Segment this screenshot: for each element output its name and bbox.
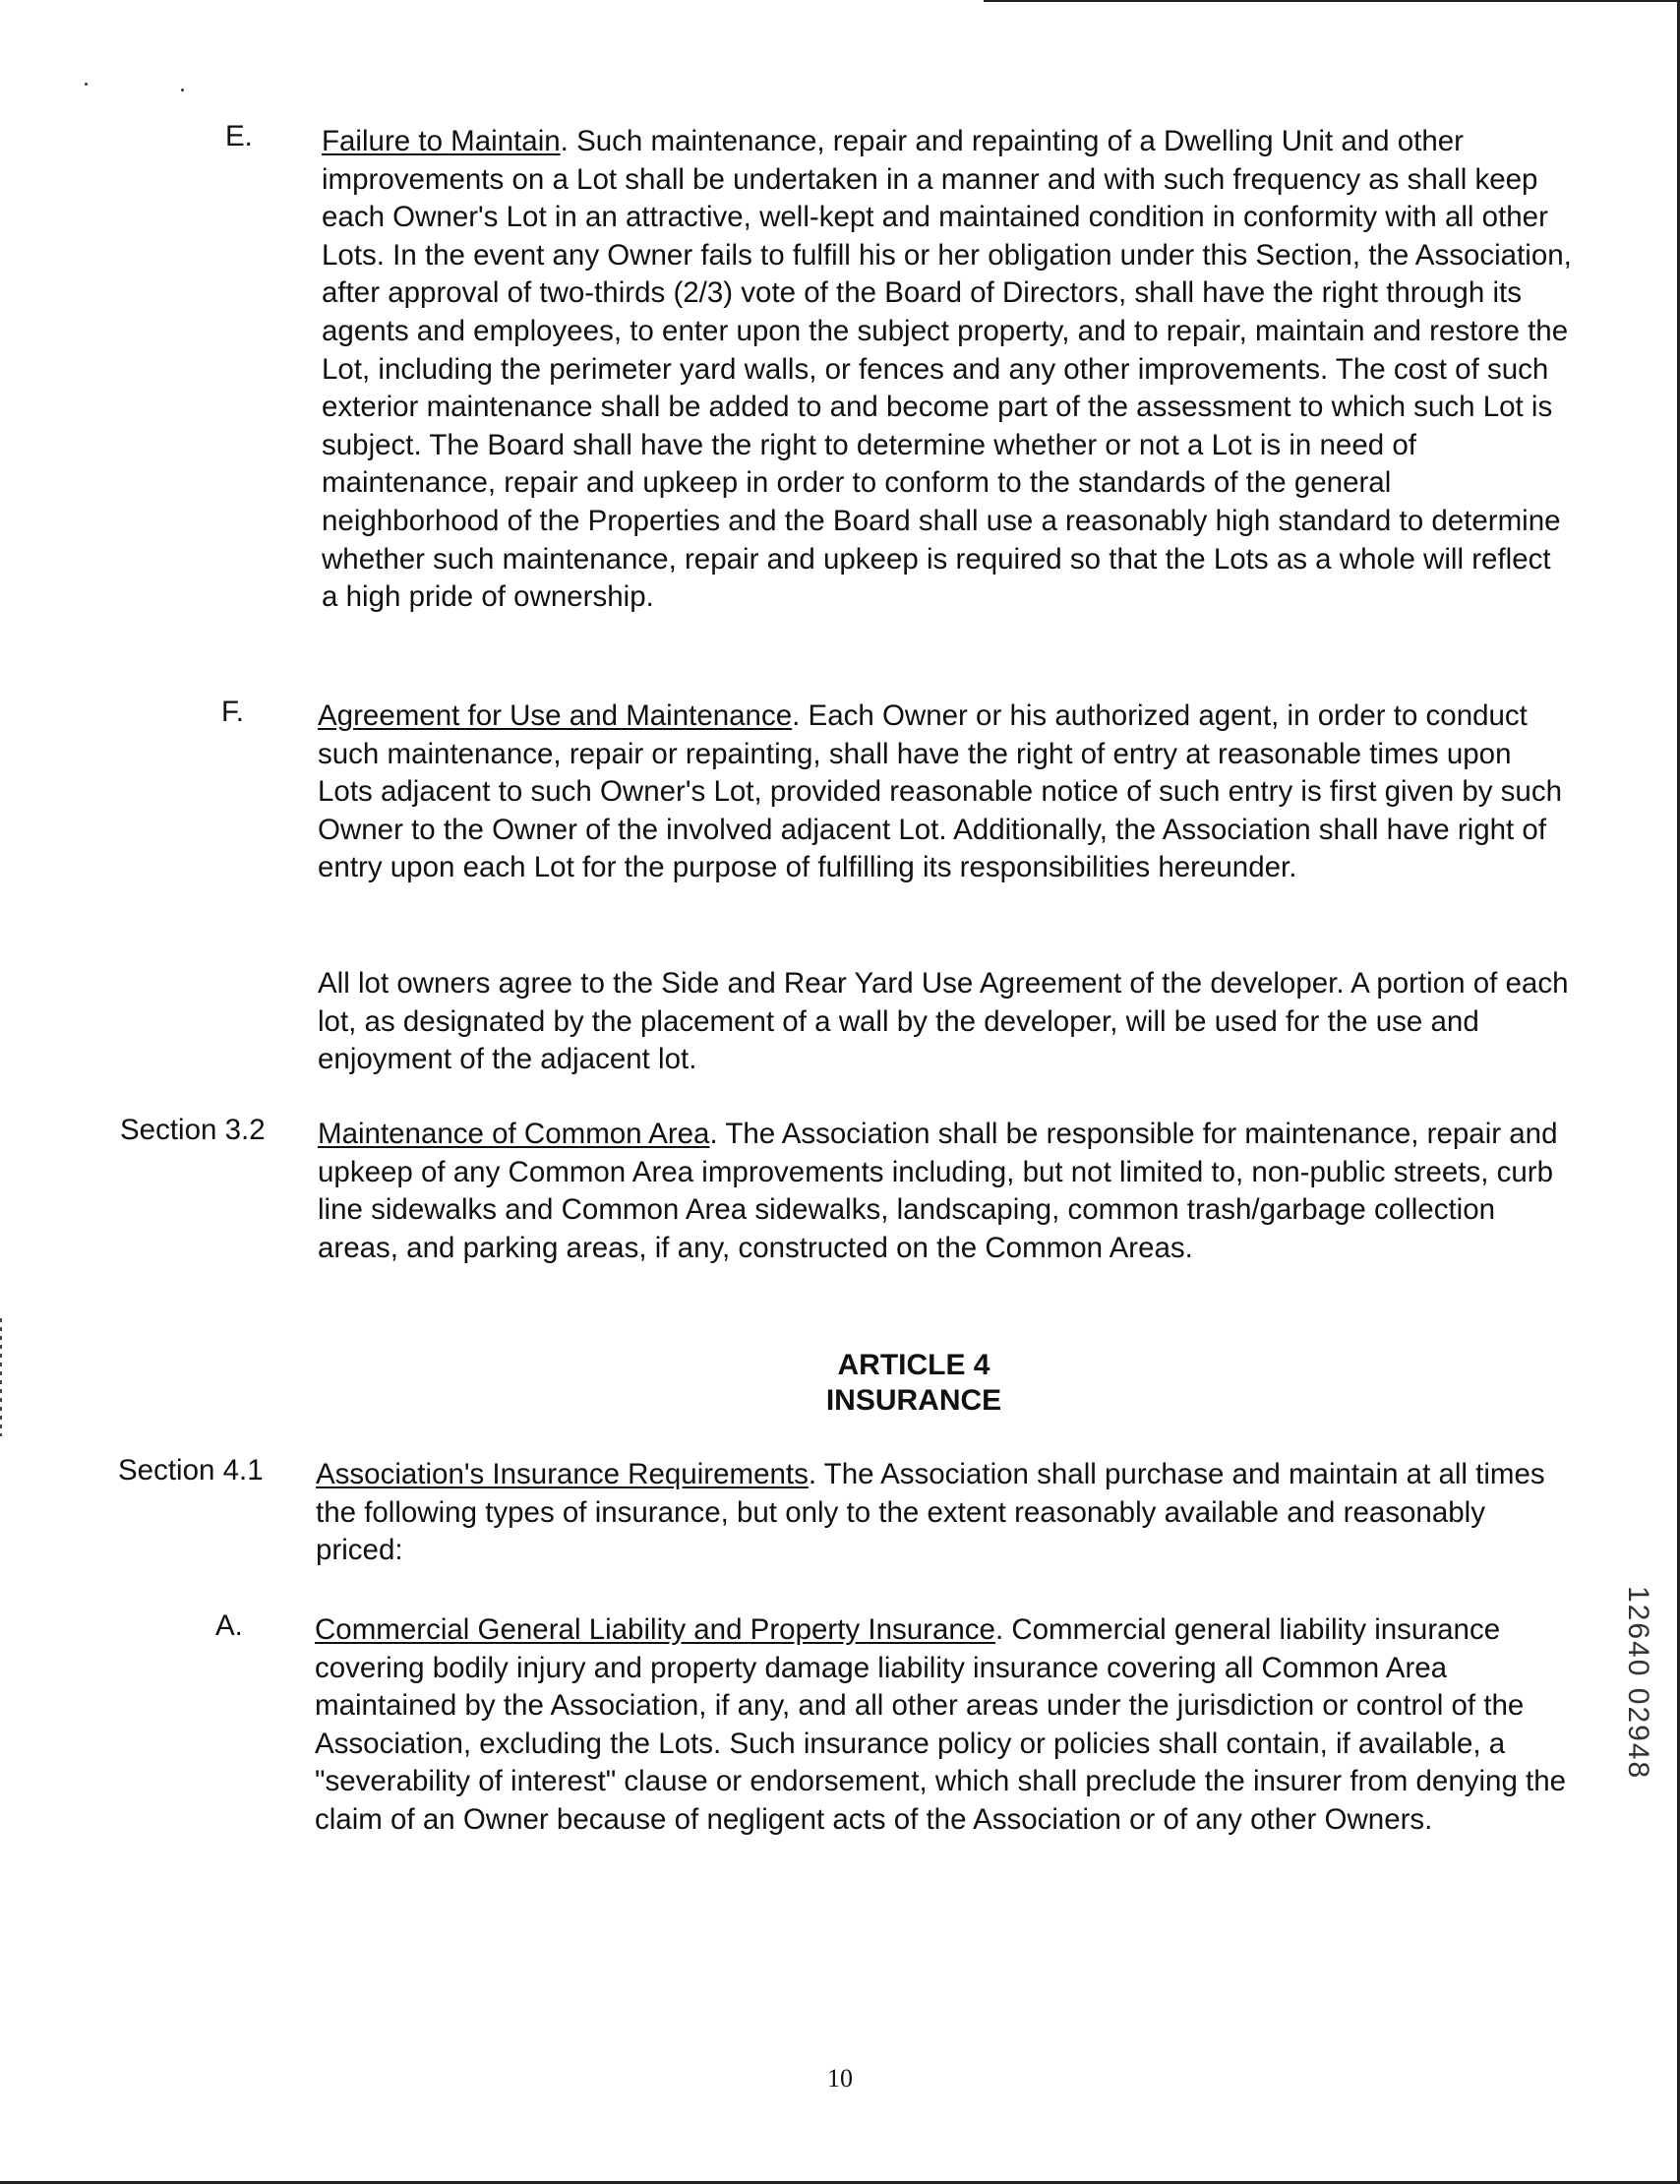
section-f-marker: F. bbox=[221, 696, 244, 728]
article-heading: ARTICLE 4 bbox=[837, 1349, 990, 1381]
section-4-1-title: Association's Insurance Requirements bbox=[316, 1458, 809, 1490]
section-a-body: . Commercial general liability insurance covering bodily injury and property damage liability insurance covering all Common Area maintained by the Association, if any, and all other areas under the jurisdiction or control of the Association, excluding the Lots. Such insurance policy or policies shall contain, if available, a "severability of interest" clause or endorsement, which shall preclude the insurer from denying the claim of an Owner because of negligent acts of the Association or of any other Owners. bbox=[315, 1613, 1567, 1836]
scan-speck bbox=[85, 83, 88, 86]
section-a-title: Commercial General Liability and Property Insurance bbox=[315, 1613, 995, 1646]
section-3-2-paragraph bbox=[318, 1116, 1572, 1267]
section-4-1-marker: Section 4.1 bbox=[118, 1454, 264, 1486]
section-3-2-marker: Section 3.2 bbox=[120, 1114, 266, 1146]
section-3-2-body: . The Association shall be responsible for maintenance, repair and upkeep of any Common Area improvements including, but not limited to, non-public streets, curb line sidewalks and Common Area sidewalks, landscaping, common trash/garbage collection areas, and parking areas, if any, constructed on the Common Areas. bbox=[318, 1118, 1558, 1264]
article-subheading: INSURANCE bbox=[825, 1384, 1002, 1417]
section-a-marker: A. bbox=[215, 1609, 243, 1642]
section-3-2-title: Maintenance of Common Area bbox=[318, 1118, 710, 1150]
section-f-paragraph bbox=[318, 698, 1572, 887]
page-number: 10 bbox=[827, 2064, 853, 2093]
section-f-title: Agreement for Use and Maintenance bbox=[318, 699, 793, 732]
section-4-1-paragraph bbox=[316, 1456, 1570, 1570]
section-f-paragraph-2: All lot owners agree to the Side and Rear Yard Use Agreement of the developer. A portion of each lot, as designated by the placement of a wall by the developer, will be used for the use and enjoyment of the adjacent lot. bbox=[318, 967, 1569, 1076]
section-a-paragraph bbox=[315, 1611, 1570, 1840]
recording-stamp: 12640 02948 bbox=[1622, 1586, 1654, 1781]
section-e-body: . Such maintenance, repair and repainting of a Dwelling Unit and other improvements on a Lot shall be undertaken in a manner and with such frequency as shall keep each Owner's Lot in an attractive, well-kept and maintained condition in conformity with all other Lots. In the event any Owner fails to fulfill his or her obligation under this Section, the Association, after approval of two-thirds (2/3) vote of the Board of Directors, shall have the right through its agents and employees, to enter upon the subject property, and to repair, maintain and restore the Lot, including the perimeter yard walls, or fences and any other improvements. The cost of such exterior maintenance shall be added to and become part of the assessment to which such Lot is subject. The Board shall have the right to determine whether or not a Lot is in need of maintenance, repair and upkeep in order to conform to the standards of the general neighborhood of the Properties and the Board shall use a reasonably high standard to determine whether such maintenance, repair and upkeep is required so that the Lots as a whole will reflect a high pride of ownership. bbox=[322, 125, 1572, 614]
section-e-marker: E. bbox=[225, 120, 253, 152]
section-f-body: . Each Owner or his authorized agent, in order to conduct such maintenance, repair or repainting, shall have the right of entry at reasonable times upon Lots adjacent to such Owner's Lot, provided reasonable notice of such entry is first given by such Owner to the Owner of the involved adjacent Lot. Additionally, the Association shall have right of entry upon each Lot for the purpose of fulfilling its responsibilities hereunder. bbox=[318, 699, 1562, 884]
section-4-1-body: . The Association shall purchase and maintain at all times the following types of insurance, but only to the extent reasonably available and reasonably priced: bbox=[316, 1458, 1545, 1567]
scan-speck bbox=[181, 89, 184, 91]
scan-edge-top bbox=[984, 0, 1680, 2]
section-e-title: Failure to Maintain bbox=[322, 125, 561, 157]
section-e-paragraph bbox=[322, 123, 1572, 617]
